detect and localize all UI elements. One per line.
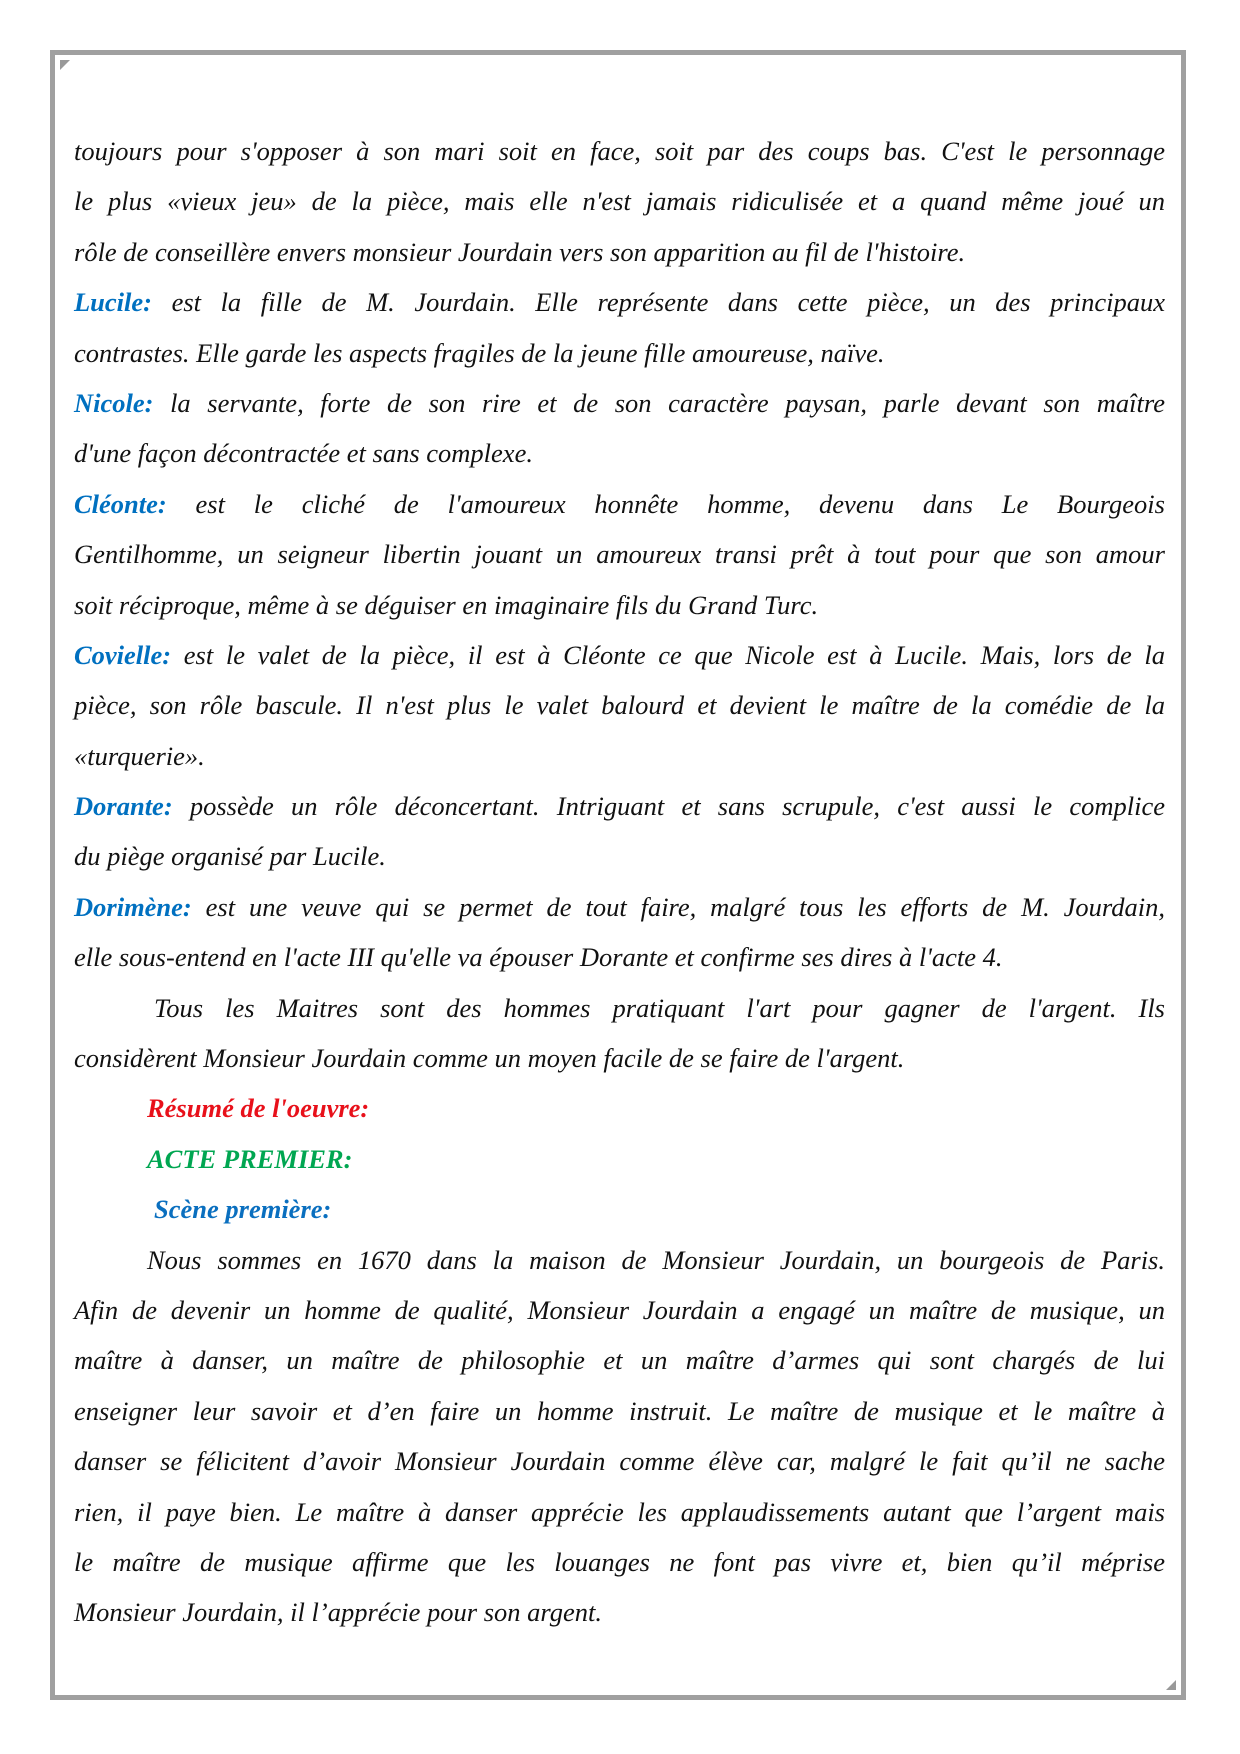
text-line: est le valet de la pièce, il est à Cléonte ce que Nicole est à Lucile. Mais, lors de la — [171, 639, 1165, 670]
text-line: contrastes. Elle garde les aspects fragiles de la jeune fille amoureuse, naïve. — [74, 337, 885, 368]
scene-heading: Scène première: — [154, 1194, 332, 1225]
text-line: Gentilhomme, un seigneur libertin jouant un amoureux transi prêt à tout pour que son amour — [74, 539, 1165, 570]
text-line: possède un rôle déconcertant. Intriguant et sans scrupule, c'est aussi le complice — [172, 791, 1165, 822]
character-covielle — [74, 630, 1165, 680]
character-label: Dorimène: — [74, 891, 192, 922]
text-line: rôle de conseillère envers monsieur Jourdain vers son apparition au fil de l'histoire. — [74, 236, 966, 267]
corner-ornament — [1166, 1680, 1176, 1690]
text-line: elle sous-entend en l'acte III qu'elle va épouser Dorante et confirme ses dires à l'acte 4. — [74, 942, 1003, 973]
character-label: Lucile: — [74, 287, 152, 318]
text-line: Nous sommes en 1670 dans la maison de Monsieur Jourdain, un bourgeois de Paris. — [147, 1244, 1165, 1275]
text-line: maître à danser, un maître de philosophie et un maître d’armes qui sont chargés de lui — [74, 1345, 1165, 1376]
text-line: enseigner leur savoir et d’en faire un homme instruit. Le maître de musique et le maître à — [74, 1395, 1165, 1426]
section-heading-resume: Résumé de l'oeuvre: — [147, 1093, 370, 1124]
character-label: Cléonte: — [74, 488, 167, 519]
text-line: considèrent Monsieur Jourdain comme un moyen facile de se faire de l'argent. — [74, 1043, 905, 1074]
text-line: le plus «vieux jeu» de la pièce, mais elle n'est jamais ridiculisée et a quand même joué un — [74, 186, 1165, 217]
text-line: du piège organisé par Lucile. — [74, 841, 386, 872]
text-line: Tous les Maitres sont des hommes pratiquant l'art pour gagner de l'argent. Ils — [154, 992, 1165, 1023]
document-body — [74, 126, 1165, 1638]
text-line: danser se félicitent d’avoir Monsieur Jourdain comme élève car, malgré le fait qu’il ne sache — [74, 1446, 1165, 1477]
text-line: la servante, forte de son rire et de son caractère paysan, parle devant son maître — [153, 387, 1165, 418]
text-line: Afin de devenir un homme de qualité, Monsieur Jourdain a engagé un maître de musique, un — [74, 1294, 1165, 1325]
character-label: Nicole: — [74, 387, 154, 418]
character-nicole — [74, 378, 1165, 428]
text-line: «turquerie». — [74, 740, 205, 771]
character-cleonte — [74, 479, 1165, 529]
text-line: est une veuve qui se permet de tout faire, malgré tous les efforts de M. Jourdain, — [191, 891, 1165, 922]
text-line: soit réciproque, même à se déguiser en imaginaire fils du Grand Turc. — [74, 589, 819, 620]
text-line: toujours pour s'opposer à son mari soit en face, soit par des coups bas. C'est le personnage — [74, 136, 1165, 166]
character-lucile — [74, 277, 1165, 327]
text-line: d'une façon décontractée et sans complexe. — [74, 438, 533, 469]
text-line: le maître de musique affirme que les louanges ne font pas vivre et, bien qu’il méprise — [74, 1546, 1165, 1577]
corner-ornament — [60, 60, 70, 70]
text-line: Monsieur Jourdain, il l’apprécie pour son argent. — [74, 1597, 602, 1628]
act-heading: ACTE PREMIER: — [147, 1143, 353, 1174]
character-dorimene — [74, 882, 1165, 932]
character-label: Covielle: — [74, 639, 172, 670]
text-line: est la fille de M. Jourdain. Elle représente dans cette pièce, un des principaux — [152, 287, 1165, 318]
text-line: est le cliché de l'amoureux honnête homme, devenu dans Le Bourgeois — [166, 488, 1165, 519]
character-dorante — [74, 781, 1165, 831]
text-line: rien, il paye bien. Le maître à danser apprécie les applaudissements autant que l’argent mais — [74, 1496, 1165, 1527]
character-label: Dorante: — [74, 791, 173, 822]
text-line: pièce, son rôle bascule. Il n'est plus le valet balourd et devient le maître de la comédie de la — [74, 690, 1165, 721]
